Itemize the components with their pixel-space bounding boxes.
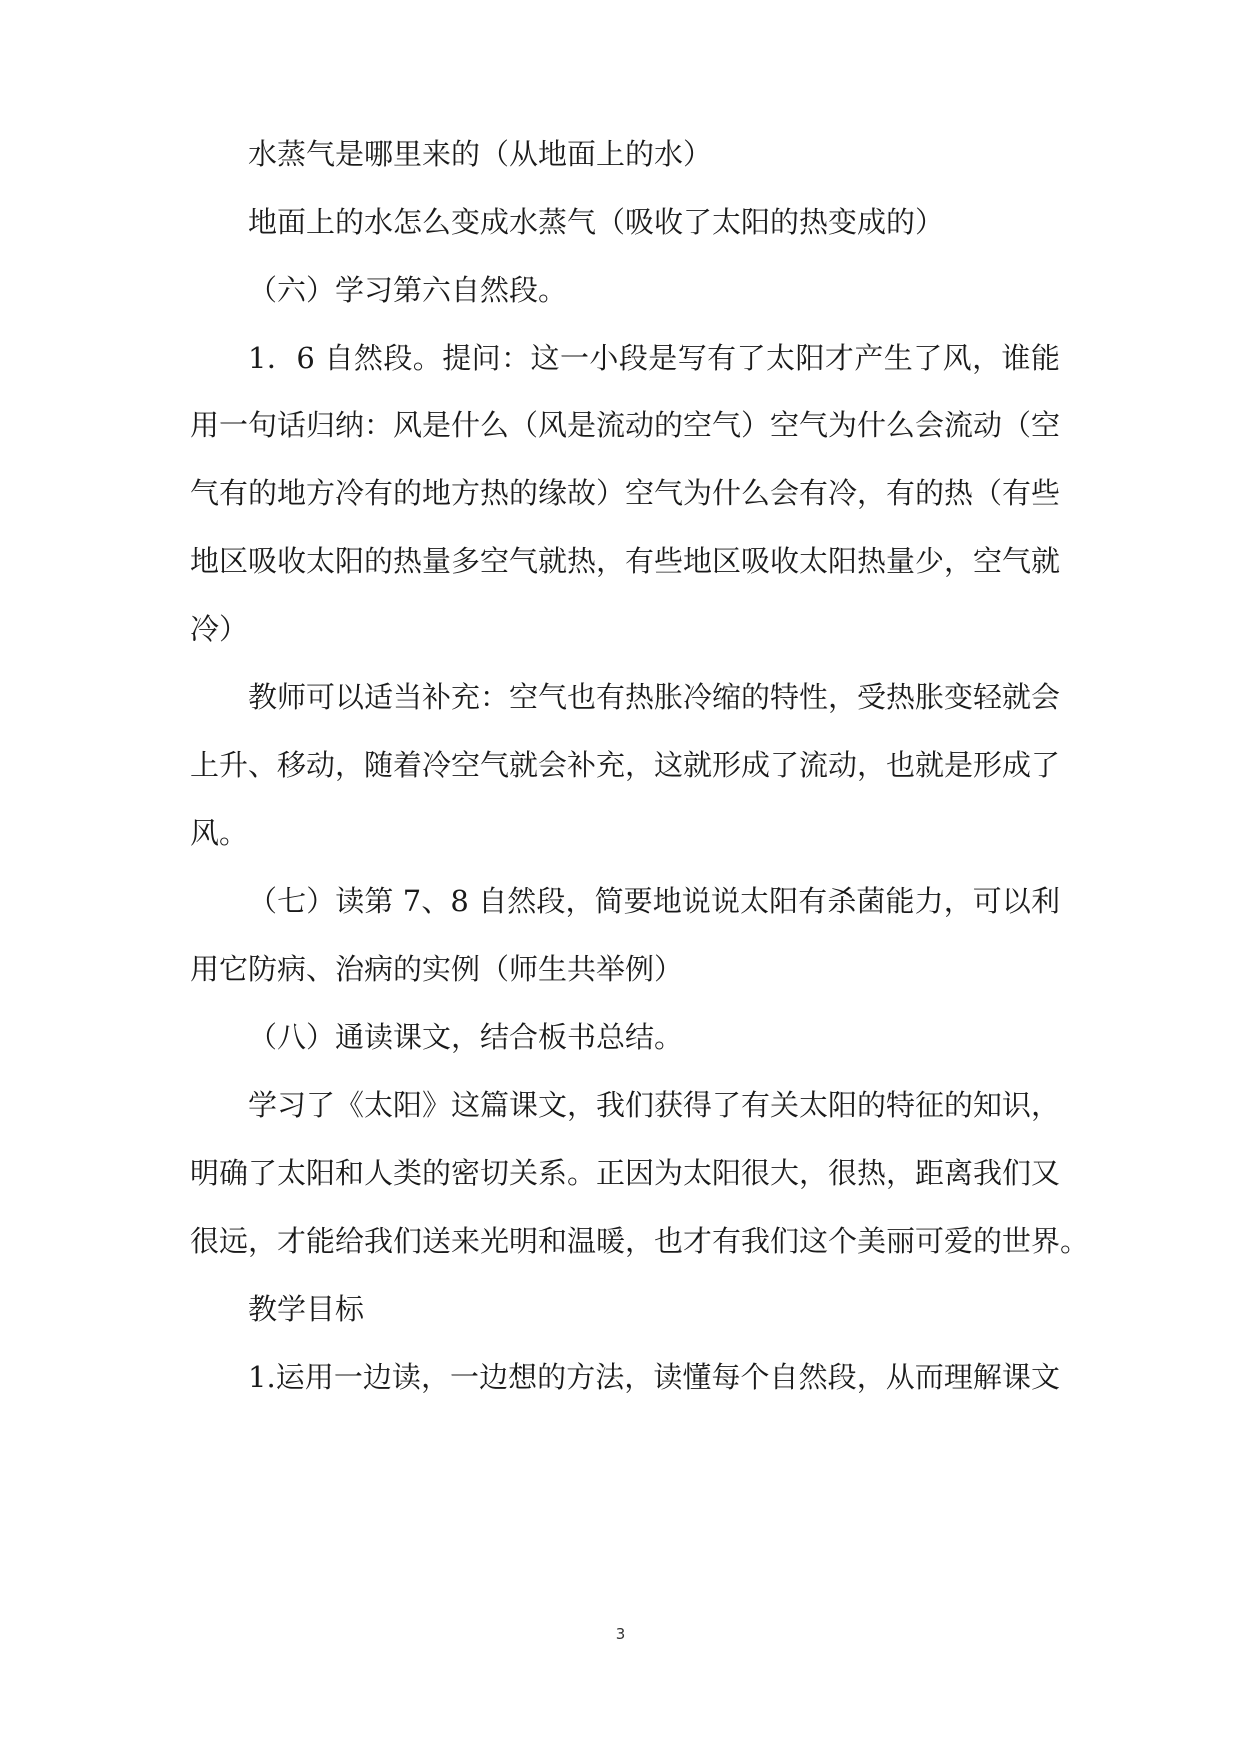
text-line: 学习了《太阳》这篇课文，我们获得了有关太阳的特征的知识， [248,1088,1061,1122]
text-line: 用它防病、治病的实例（师生共举例） [190,952,684,986]
section-heading: 教学目标 [248,1292,365,1326]
text-line: 明确了太阳和人类的密切关系。正因为太阳很大，很热，距离我们又 [190,1156,1061,1190]
text-line: 上升、移动，随着冷空气就会补充，这就形成了流动，也就是形成了 [190,748,1061,782]
page-number: 3 [615,1625,626,1643]
text-line: 地面上的水怎么变成水蒸气（吸收了太阳的热变成的） [248,205,945,239]
text-line: 用一句话归纳：风是什么（风是流动的空气）空气为什么会流动（空 [190,408,1061,442]
text-line: （七）读第 7、8 自然段，简要地说说太阳有杀菌能力，可以利 [248,884,1060,918]
section-heading: （六）学习第六自然段。 [248,273,568,307]
text-line: 冷） [190,612,249,646]
text-line: 水蒸气是哪里来的（从地面上的水） [248,137,713,171]
text-line: 1．6 自然段。提问：这一小段是写有了太阳才产生了风，谁能 [248,341,1060,375]
text-line: 风。 [190,816,249,850]
text-line: 教师可以适当补充：空气也有热胀冷缩的特性，受热胀变轻就会 [248,680,1061,714]
text-line: 1.运用一边读，一边想的方法，读懂每个自然段，从而理解课文 [248,1360,1060,1394]
text-line: 地区吸收太阳的热量多空气就热，有些地区吸收太阳热量少，空气就 [190,544,1061,578]
text-line: 气有的地方冷有的地方热的缘故）空气为什么会有冷，有的热（有些 [190,476,1061,510]
text-line: 很远，才能给我们送来光明和温暖，也才有我们这个美丽可爱的世界。 [190,1224,1090,1258]
section-heading: （八）通读课文，结合板书总结。 [248,1020,684,1054]
